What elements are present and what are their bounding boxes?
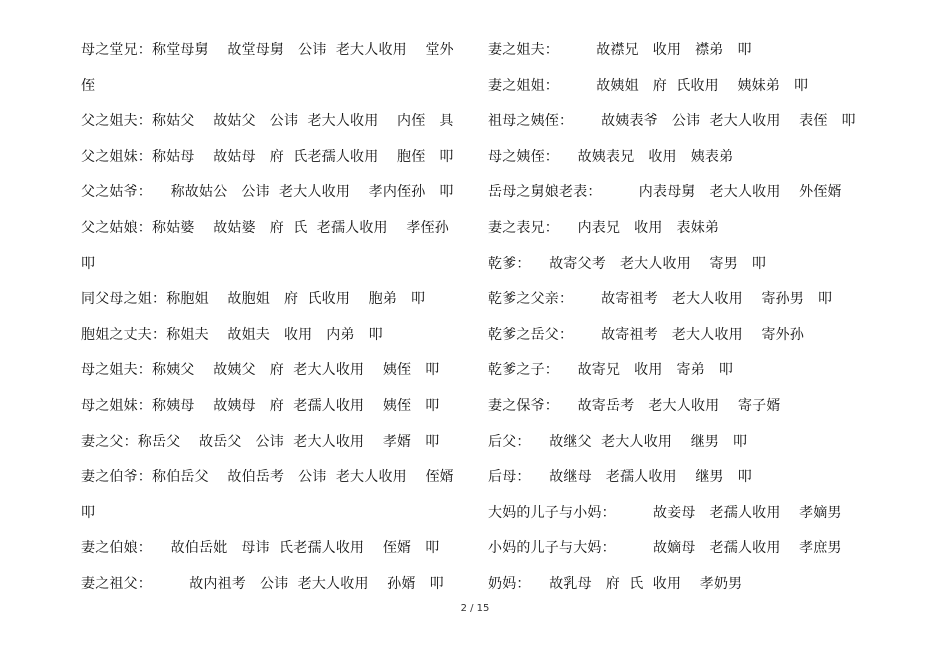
text-line: 母之姐夫：称姨父 故姨父 府 老大人收用 姨侄 叩 xyxy=(81,362,440,379)
text-line: 乾爹： 故寄父考 老大人收用 寄男 叩 xyxy=(488,255,767,272)
text-line: 妻之表兄： 内表兄 收用 表妹弟 xyxy=(488,219,720,236)
page-indicator: 2 / 15 xyxy=(460,603,490,614)
text-line: 妻之伯爷：称伯岳父 故伯岳考 公讳 老大人收用 侄婿 xyxy=(81,469,454,486)
text-line: 祖母之姨侄： 故姨表爷 公讳 老大人收用 表侄 叩 xyxy=(488,113,856,130)
text-line: 乾爹之子： 故寄兄 收用 寄弟 叩 xyxy=(488,362,734,379)
text-line: 小妈的儿子与大妈： 故嫡母 老孺人收用 孝庶男 xyxy=(488,540,842,557)
text-line: 母之姐妹：称姨母 故姨母 府 老孺人收用 姨侄 叩 xyxy=(81,397,440,414)
text-line: 奶妈： 故乳母 府 氏 收用 孝奶男 xyxy=(488,575,743,592)
text-line: 同父母之姐：称胞姐 故胞姐 府 氏收用 胞弟 叩 xyxy=(81,291,426,308)
text-line: 父之姑爷： 称故姑公 公讳 老大人收用 孝内侄孙 叩 xyxy=(81,184,454,201)
text-line: 叩 xyxy=(81,504,96,521)
text-line: 乾爹之父亲： 故寄祖考 老大人收用 寄孙男 叩 xyxy=(488,291,833,308)
text-line: 乾爹之岳父： 故寄祖考 老大人收用 寄外孙 xyxy=(488,326,805,343)
text-line: 母之堂兄：称堂母舅 故堂母舅 公讳 老大人收用 堂外 xyxy=(81,42,454,58)
text-line: 大妈的儿子与小妈： 故妾母 老孺人收用 孝嫡男 xyxy=(488,504,842,521)
text-line: 妻之姐夫： 故襟兄 收用 襟弟 叩 xyxy=(488,42,752,58)
text-line: 后父： 故继父 老大人收用 继男 叩 xyxy=(488,433,748,450)
text-line: 岳母之舅娘老表： 内表母舅 老大人收用 外侄婿 xyxy=(488,184,842,201)
text-line: 妻之祖父： 故内祖考 公讳 老大人收用 孙婿 叩 xyxy=(81,575,444,592)
text-line: 母之姨侄： 故姨表兄 收用 姨表弟 xyxy=(488,148,734,165)
text-line: 妻之姐姐： 故姨姐 府 氏收用 姨妹弟 叩 xyxy=(488,77,809,94)
right-column xyxy=(488,33,888,603)
text-line: 父之姐妹：称姑母 故姑母 府 氏老孺人收用 胞侄 叩 xyxy=(81,148,454,165)
text-line: 胞姐之丈夫：称姐夫 故姐夫 收用 内弟 叩 xyxy=(81,326,383,343)
text-line: 父之姐夫：称姑父 故姑父 公讳 老大人收用 内侄 具 xyxy=(81,113,454,130)
text-line: 父之姑娘：称姑婆 故姑婆 府 氏 老孺人收用 孝侄孙 xyxy=(81,219,449,236)
text-line: 妻之伯娘： 故伯岳妣 母讳 氏老孺人收用 侄婿 叩 xyxy=(81,540,440,557)
text-line: 妻之保爷： 故寄岳考 老大人收用 寄子婿 xyxy=(488,397,781,414)
text-line: 妻之父：称岳父 故岳父 公讳 老大人收用 孝婿 叩 xyxy=(81,433,440,450)
text-line: 叩 xyxy=(81,255,96,272)
text-line: 后母： 故继母 老孺人收用 继男 叩 xyxy=(488,469,752,486)
text-line: 侄 xyxy=(81,77,96,94)
left-column xyxy=(81,33,466,603)
